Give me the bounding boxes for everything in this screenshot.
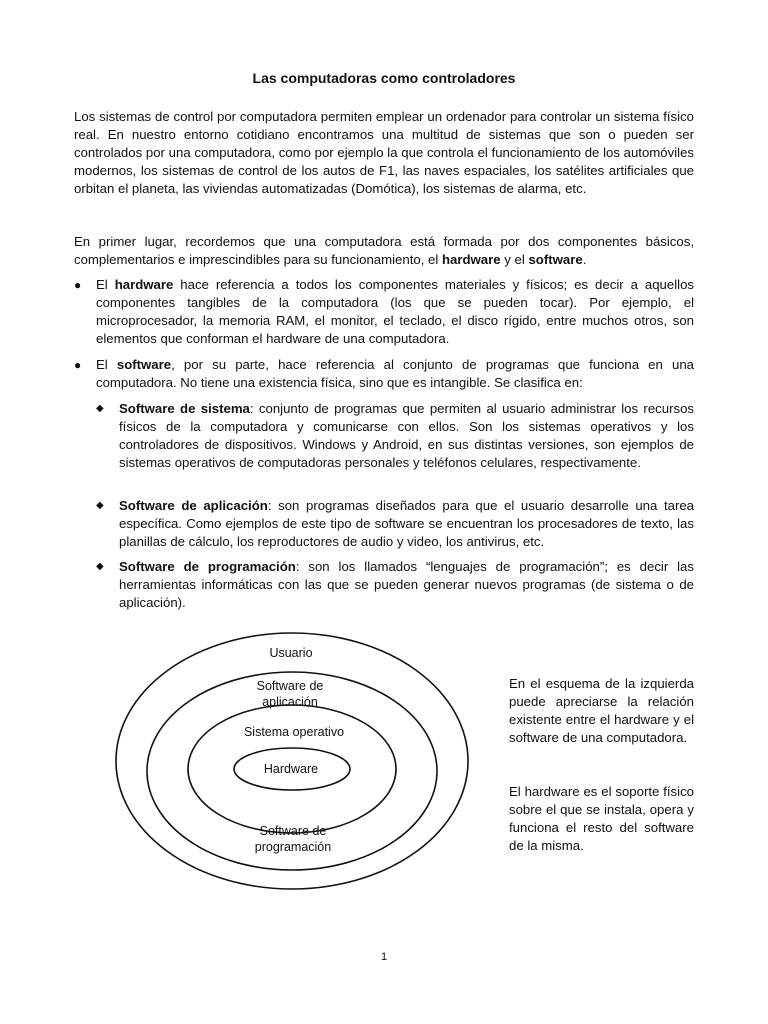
diamond-bullet-icon: ◆ [96,500,104,511]
bullet-prefix: El [96,277,115,292]
hardware-term: hardware [441,252,501,267]
bullet-dot-icon: ● [74,278,82,292]
components-paragraph-text: En primer lugar, recordemos que una computadora está formada por dos componentes básicos, complementarios e imprescindibles para su funcionamiento, el [74,234,694,267]
bullet-text [96,276,694,348]
components-paragraph-end: . [582,252,587,267]
label-usuario: Usuario [269,646,313,660]
intro-paragraph: Los sistemas de control por computadora permiten emplear un ordenador para controlar un sistema físico real. En nuestro entorno cotidiano encontramos una multitud de sistemas que son o pueden ser controlados por una computadora, como por ejemplo la que controla el funcionamiento de los automóviles modernos, los sistemas de control de los autos de F1, las naves espaciales, los satélites artificiales que orbitan el planeta, las viviendas automatizadas (Domótica), los sistemas de alarma, etc. [74,109,694,196]
bullet-dot-icon: ● [74,358,82,372]
software-term: software [528,252,583,267]
bullet-term: software [116,357,172,372]
bullet-text [96,356,694,392]
label-sistema-operativo: Sistema operativo [243,725,345,739]
diagram-explanation-1: En el esquema de la izquierda puede apreciarse la relación existente entre el hardware y el software de una computadora. [509,676,694,746]
label-hardware: Hardware [263,762,319,776]
components-paragraph [74,233,694,269]
subitem-text [119,558,694,612]
subitem-term: Software de sistema [119,401,250,416]
components-paragraph-middle: y el [500,252,529,267]
label-programacion-line1: Software de [259,824,327,838]
diagram-explanation-2: El hardware es el soporte físico sobre el que se instala, opera y funciona el resto del software de la misma. [509,784,694,854]
subitem-term: Software de aplicación [119,498,268,513]
software-layers-diagram [112,630,482,892]
label-programacion-line2: programación [254,840,332,854]
bullet-term: hardware [114,277,174,292]
bullet-body: hace referencia a todos los componentes materiales y físicos; es decir a aquellos componentes tangibles de la computadora (los que se pueden tocar). Por ejemplo, el microprocesador, la memoria RAM, el monitor, el teclado, el disco rígido, entre muchos otros, son elementos que conforman el hardware de una computadora. [96,277,695,346]
diamond-bullet-icon: ◆ [96,561,104,572]
subitem-text [119,400,694,472]
page-number: 1 [380,951,388,963]
diamond-bullet-icon: ◆ [96,403,104,414]
bullet-prefix: El [96,357,117,372]
document-title: Las computadoras como controladores [252,70,516,86]
label-aplicacion-line1: Software de [256,679,324,693]
subitem-text [119,497,694,551]
subitem-body: : son los llamados “lenguajes de programación”; es decir las herramientas informáticas con las que se pueden generar nuevos programas (de sistema o de aplicación). [119,559,694,610]
label-aplicacion-line2: aplicación [262,695,318,709]
bullet-body: , por su parte, hace referencia al conjunto de programas que funciona en una computadora. No tiene una existencia física, sino que es intangible. Se clasifica en: [96,357,694,390]
subitem-body: : son programas diseñados para que el usuario desarrolle una tarea específica. Como ejemplos de este tipo de software se encuentran los procesadores de texto, las planillas de cálculo, los reproductores de audio y video, los antivirus, etc. [119,498,695,549]
subitem-term: Software de programación [119,559,296,574]
subitem-body: : conjunto de programas que permiten al usuario administrar los recursos físicos de la computadora y comunicarse con ellos. Son los sistemas operativos y los controladores de dispositivos. Windows y Android, en sus distintas versiones, son ejemplos de sistemas operativos de computadoras personales y teléfonos celulares, respectivamente. [119,401,694,470]
